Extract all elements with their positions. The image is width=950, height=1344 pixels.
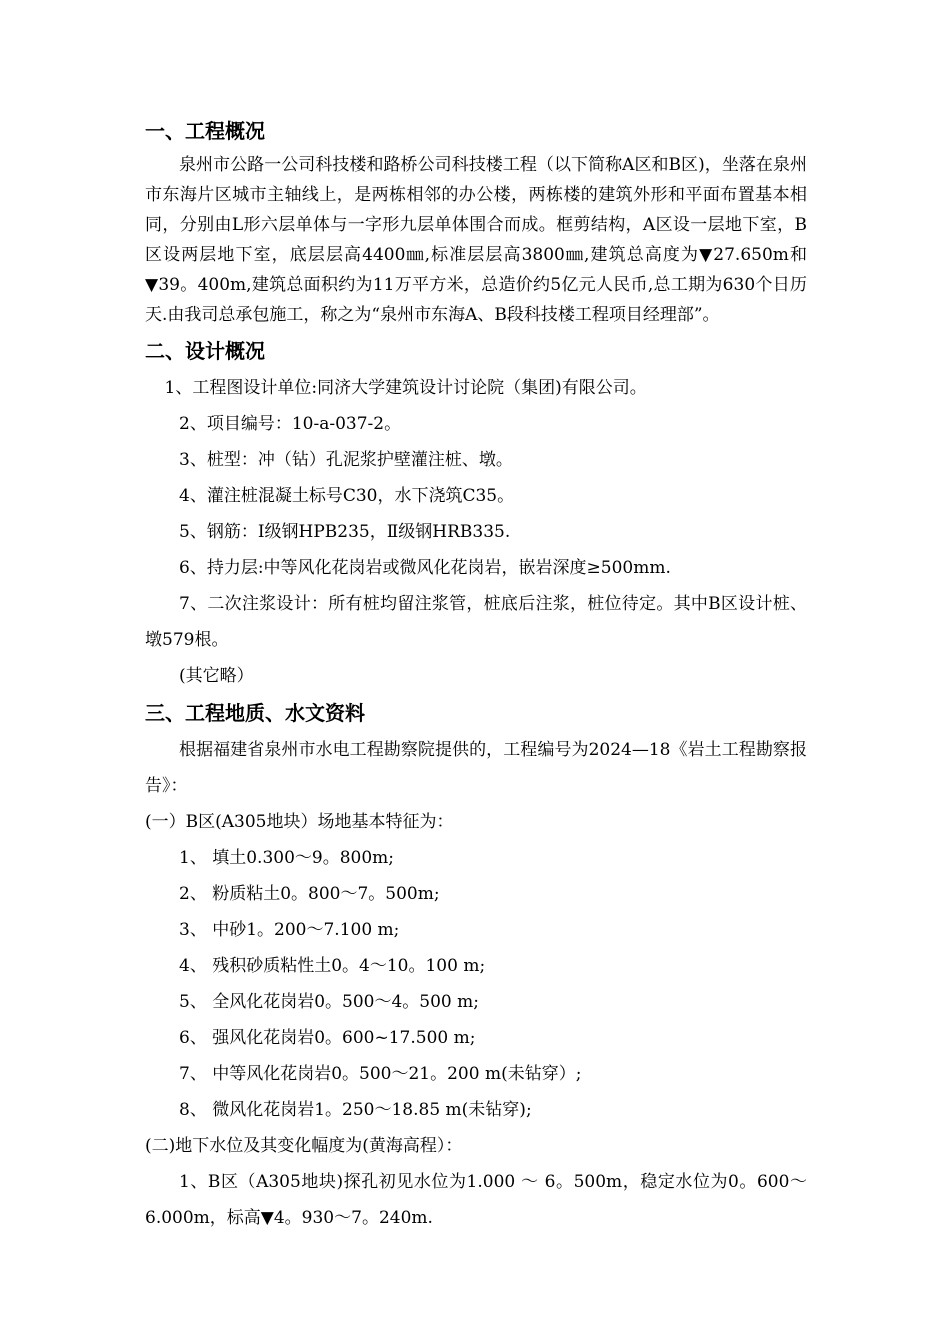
section-1-body: [145, 150, 807, 330]
design-item-5: 5、钢筋：Ⅰ级钢HPB235，Ⅱ级钢HRB335.: [179, 522, 511, 542]
design-item-3: 3、桩型：冲（钻）孔泥浆护壁灌注桩、墩。: [179, 450, 513, 470]
soil-layer-item: 2、 粉质粘土0。800～7。500m;: [179, 884, 440, 904]
soil-layer-item: 3、 中砂1。200～7.100 m;: [179, 920, 400, 940]
section-3-body: [145, 732, 807, 1236]
design-item-2: 2、项目编号：10-a-037-2。: [179, 414, 402, 434]
soil-layer-item: 4、 残积砂质粘性土0。4～10。100 m;: [179, 956, 486, 976]
design-item-4: 4、灌注桩混凝土标号C30，水下浇筑C35。: [179, 486, 515, 506]
soil-layer-item: 8、 微风化花岗岩1。250～18.85 m(未钻穿);: [179, 1100, 532, 1120]
geology-intro: 根据福建省泉州市水电工程勘察院提供的，工程编号为2024—18《岩土工程勘察报告》：: [145, 740, 807, 796]
design-item-6: 6、持力层:中等风化花岗岩或微风化花岗岩，嵌岩深度≥500mm.: [179, 558, 671, 578]
section-1-heading: 一、工程概况: [145, 119, 265, 143]
soil-layer-item: 6、 强风化花岗岩0。600~17.500 m;: [179, 1028, 476, 1048]
design-note: (其它略）: [179, 666, 254, 686]
section-3-heading: 三、工程地质、水文资料: [145, 701, 365, 725]
groundwater-title: (二)地下水位及其变化幅度为(黄海高程）：: [145, 1136, 463, 1156]
site-features-title: (一）B区(A305地块）场地基本特征为：: [145, 812, 454, 832]
soil-layer-item: 5、 全风化花岗岩0。500～4。500 m;: [179, 992, 479, 1012]
section-1-paragraph: 泉州市公路一公司科技楼和路桥公司科技楼工程（以下简称A区和B区)，坐落在泉州市东海片区城市主轴线上，是两栋相邻的办公楼，两栋楼的建筑外形和平面布置基本相同，分别由L形六层单体与一字形九层单体围合而成。框剪结构，A区设一层地下室，B区设两层地下室，底层层高4400㎜,标准层层高3800㎜,建筑总高度为▼27.650m和▼39。400m,建筑总面积约为11万平方米，总造价约5亿元人民币,总工期为630个日历天.由我司总承包施工，称之为“泉州市东海A、B段科技楼工程项目经理部”。: [145, 155, 807, 325]
design-item-1: 1、工程图设计单位:同济大学建筑设计讨论院（集团)有限公司。: [164, 378, 647, 398]
section-2-heading: 二、设计概况: [145, 339, 265, 363]
soil-layer-item: 1、 填土0.300～9。800m;: [179, 848, 394, 868]
document-body: [145, 112, 807, 1236]
section-2-body: [145, 370, 807, 694]
groundwater-item: 1、B区（A305地块)探孔初见水位为1.000 ～ 6。500m，稳定水位为0。600～6.000m，标高▼4。930～7。240m.: [145, 1172, 807, 1228]
soil-layer-item: 7、 中等风化花岗岩0。500～21。200 m(未钻穿）;: [179, 1064, 582, 1084]
design-item-7: 7、二次注浆设计：所有桩均留注浆管，桩底后注浆，桩位待定。其中B区设计桩、墩579根。: [145, 594, 807, 650]
